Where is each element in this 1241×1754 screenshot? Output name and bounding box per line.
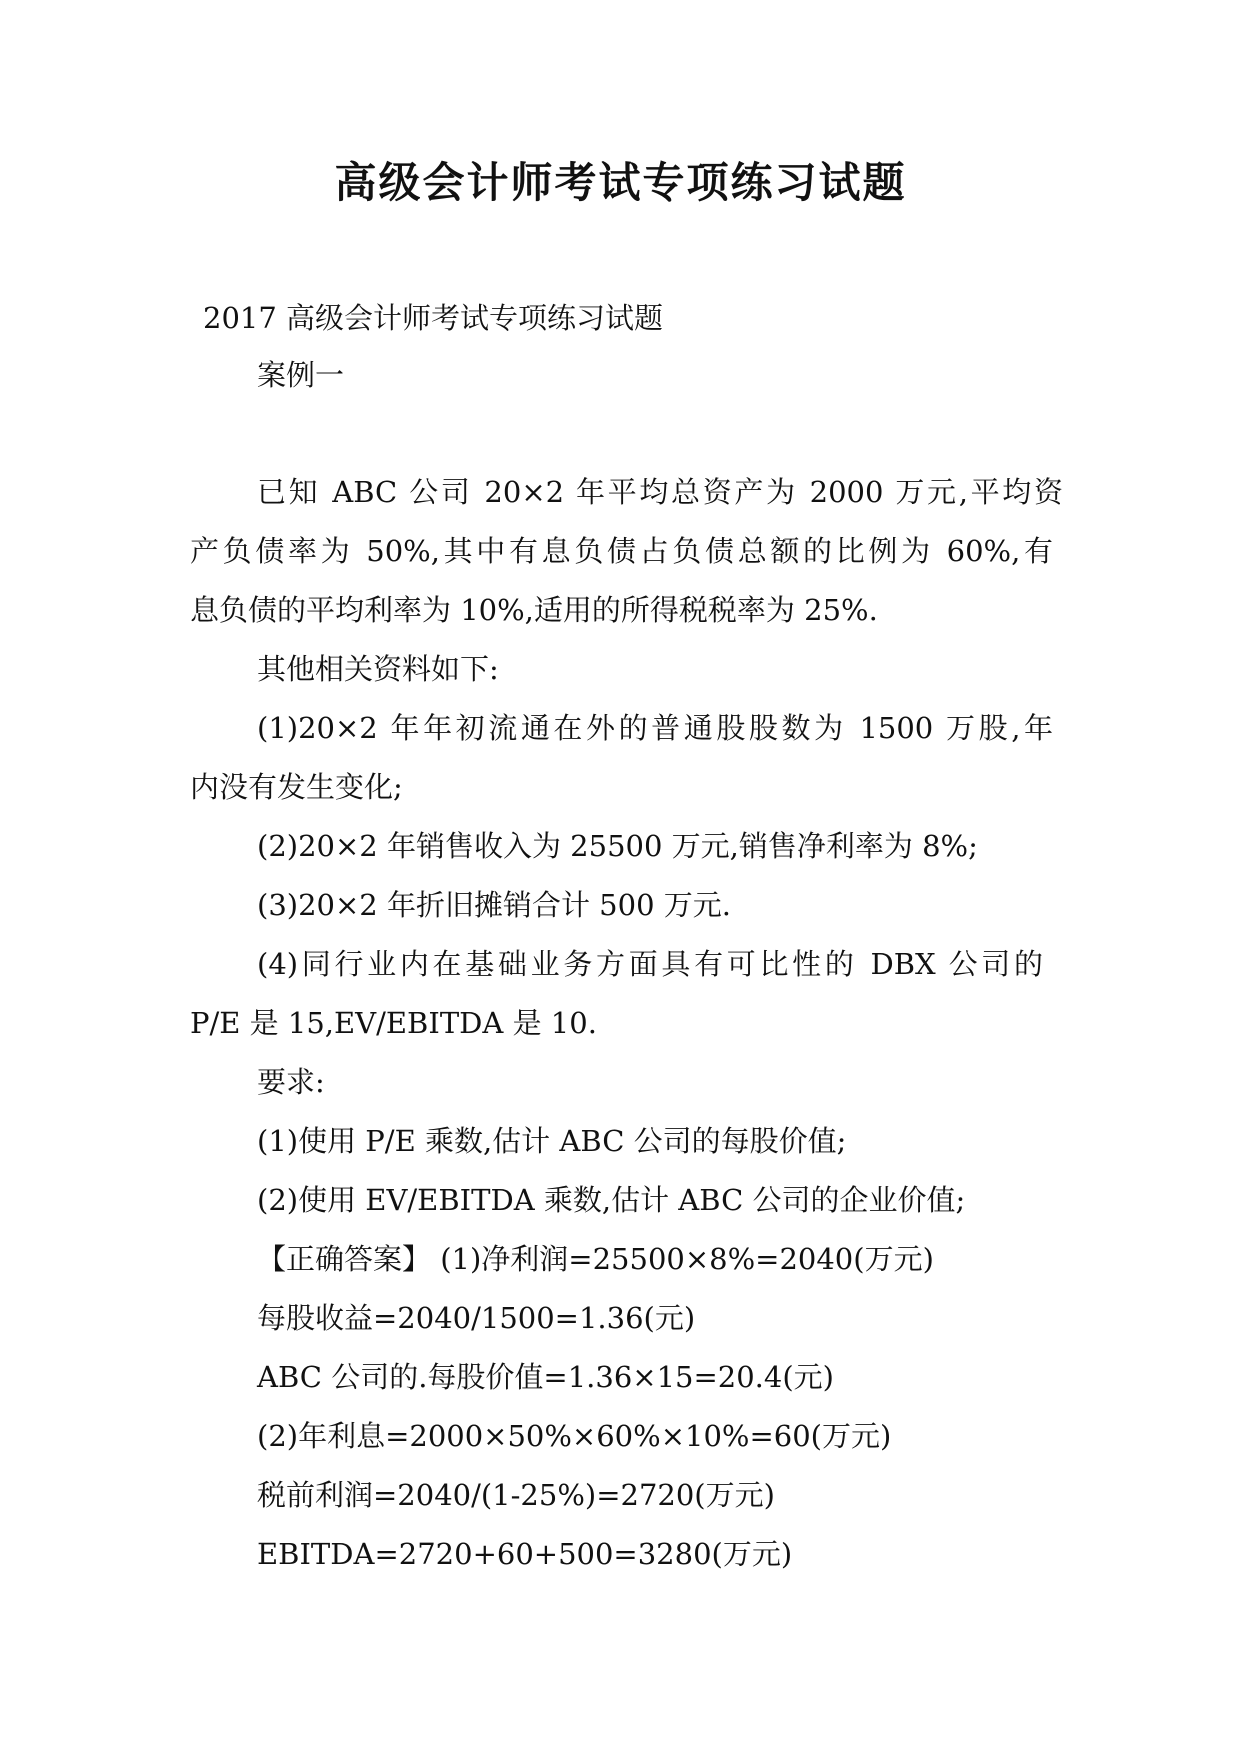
requirements-heading: 要求: [257,1065,325,1099]
answer-line-4: (2)年利息=2000×50%×60%×10%=60(万元) [257,1419,892,1453]
case-heading: 案例一 [257,358,345,392]
requirement-1: (1)使用 P/E 乘数,估计 ABC 公司的每股价值; [257,1124,847,1158]
other-info-heading: 其他相关资料如下: [257,652,499,686]
item-1-line-2: 内没有发生变化; [190,770,403,804]
intro-line-3: 息负债的平均利率为 10%,适用的所得税税率为 25%. [190,593,878,627]
intro-line-1: 已知 ABC 公司 20×2 年平均总资产为 2000 万元,平均资 [257,475,1063,509]
subtitle: 2017 高级会计师考试专项练习试题 [203,301,664,335]
item-4-line-1: (4)同行业内在基础业务方面具有可比性的 DBX 公司的 [257,947,1043,981]
item-4-line-2: P/E 是 15,EV/EBITDA 是 10. [190,1006,597,1040]
answer-line-1: 【正确答案】 (1)净利润=25500×8%=2040(万元) [257,1242,934,1276]
answer-line-6: EBITDA=2720+60+500=3280(万元) [257,1537,793,1571]
document-title: 高级会计师考试专项练习试题 [334,158,907,207]
intro-line-2: 产负债率为 50%,其中有息负债占负债总额的比例为 60%,有 [190,534,1053,568]
requirement-2: (2)使用 EV/EBITDA 乘数,估计 ABC 公司的企业价值; [257,1183,966,1217]
item-3: (3)20×2 年折旧摊销合计 500 万元. [257,888,731,922]
answer-line-3: ABC 公司的.每股价值=1.36×15=20.4(元) [257,1360,834,1394]
answer-line-5: 税前利润=2040/(1-25%)=2720(万元) [257,1478,775,1512]
item-1-line-1: (1)20×2 年年初流通在外的普通股股数为 1500 万股,年 [257,711,1053,745]
item-2: (2)20×2 年销售收入为 25500 万元,销售净利率为 8%; [257,829,978,863]
answer-line-2: 每股收益=2040/1500=1.36(元) [257,1301,696,1335]
